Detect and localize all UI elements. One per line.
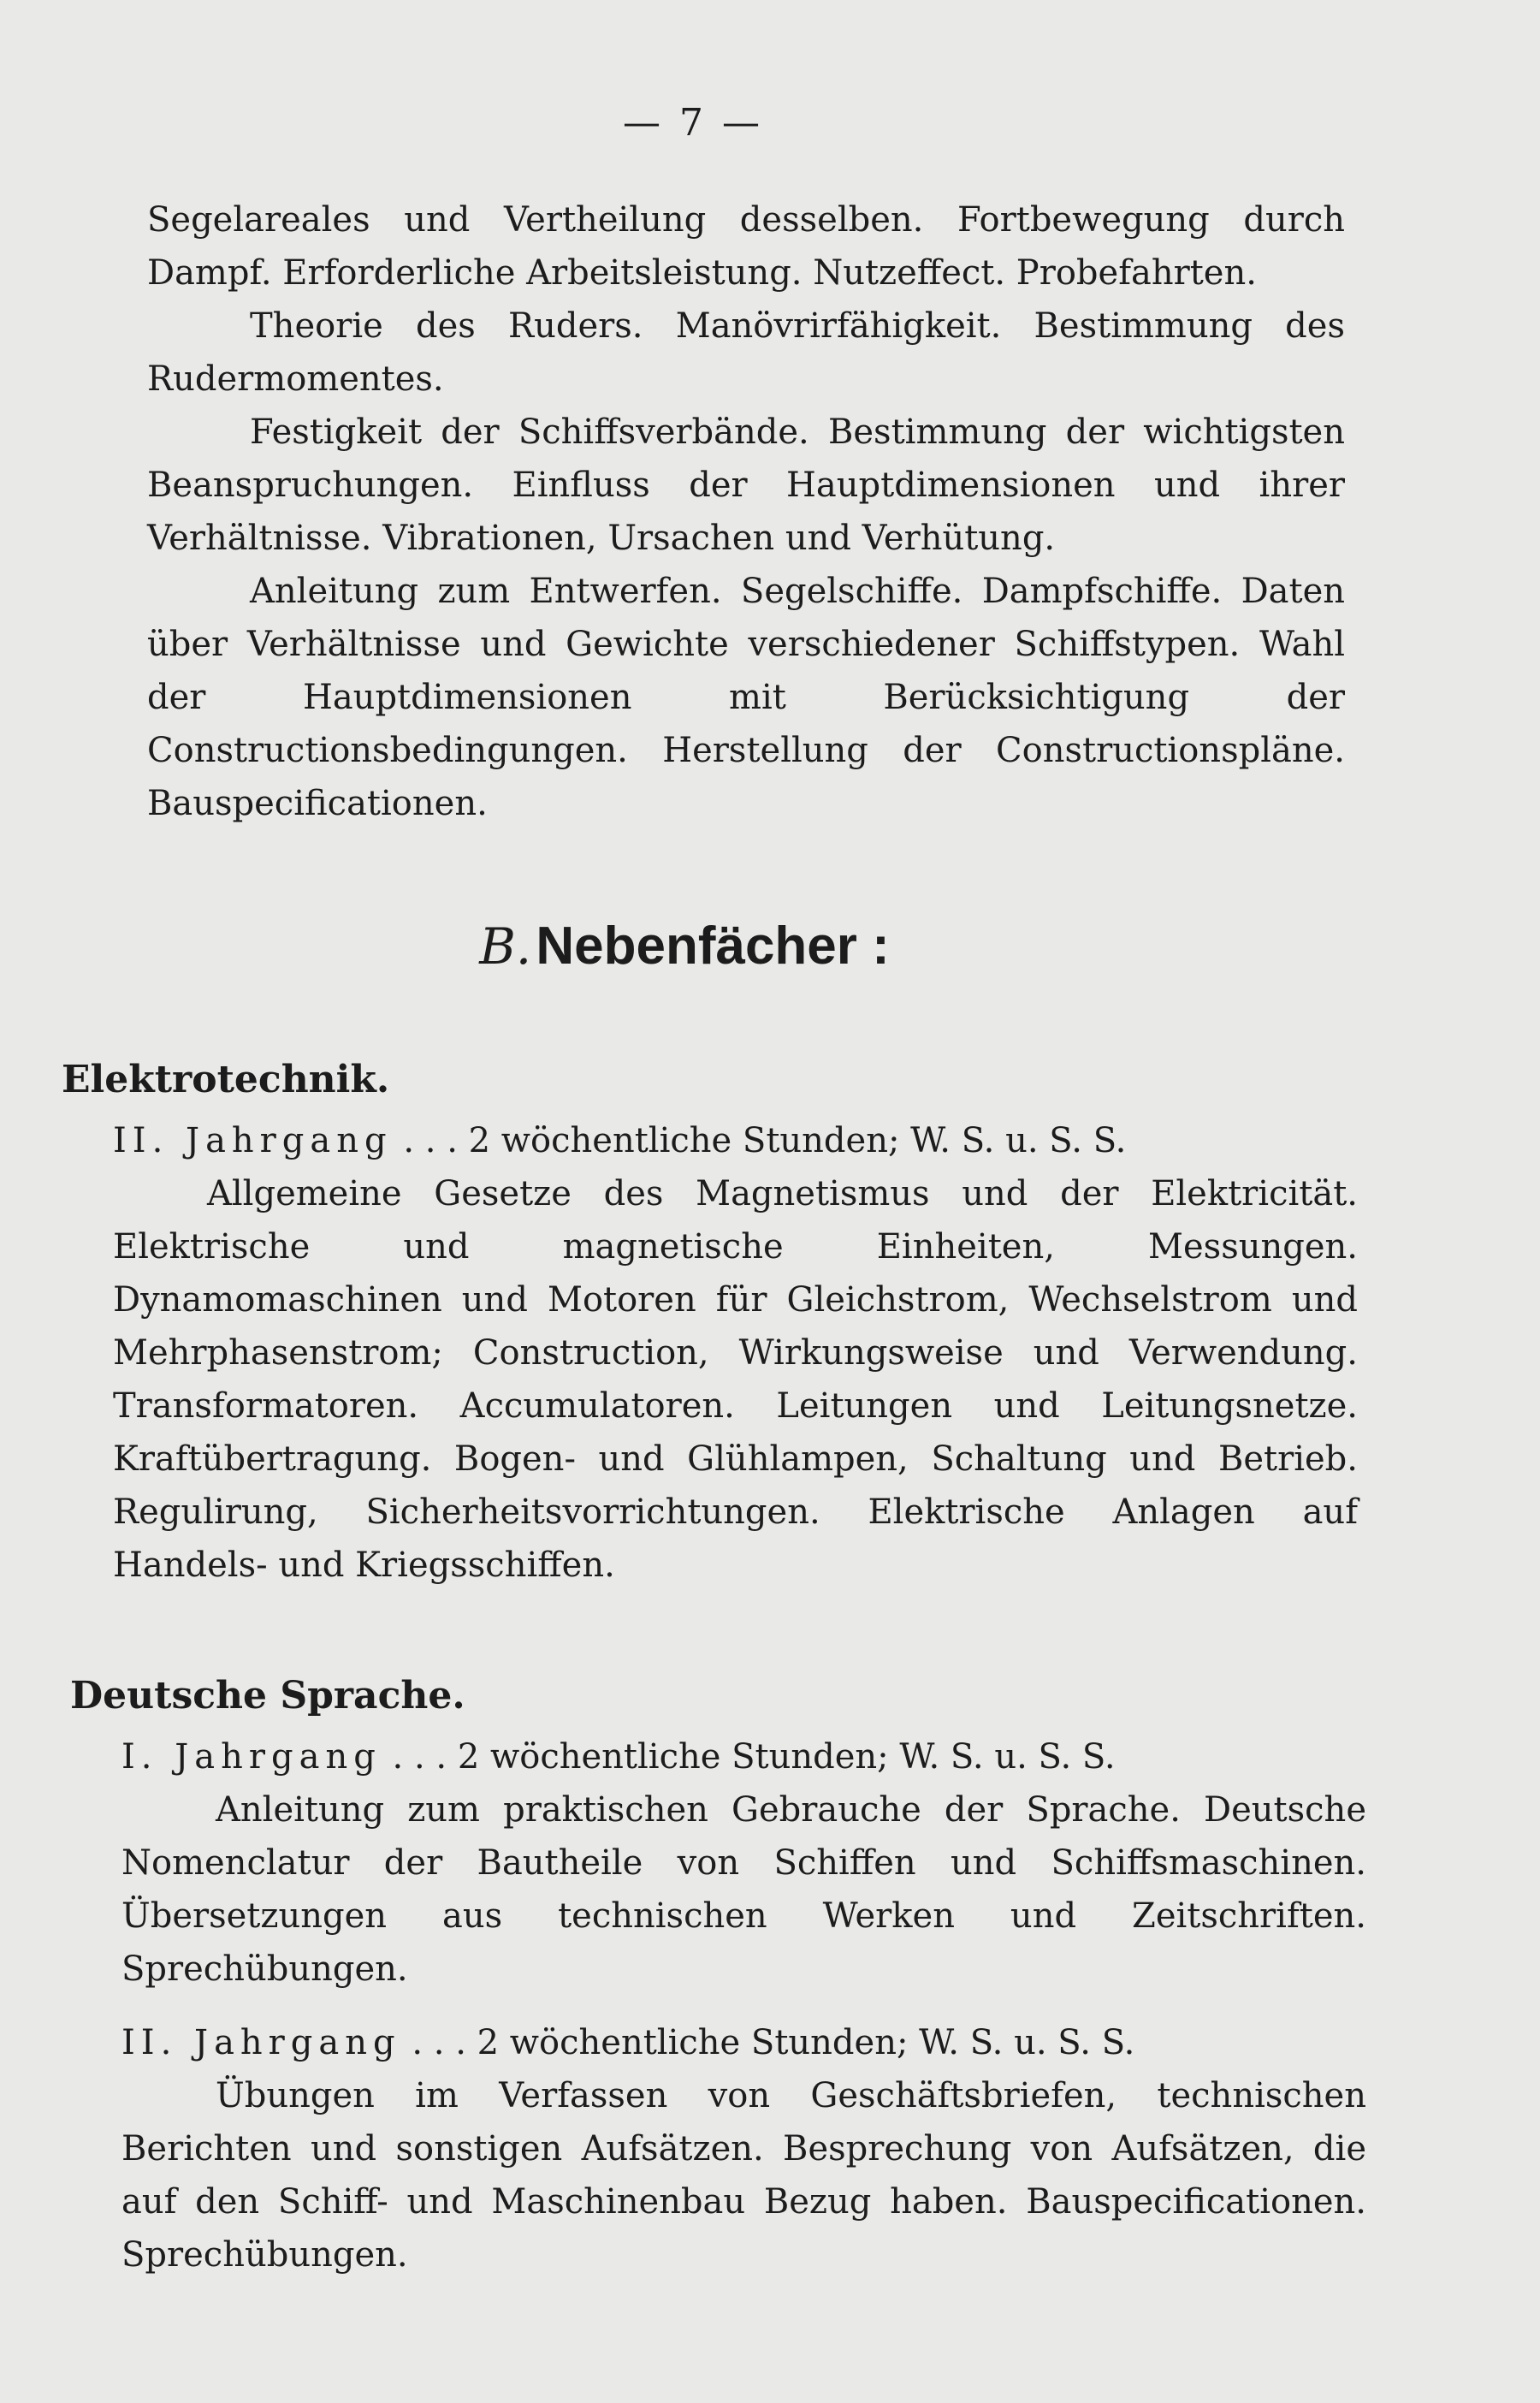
j1-label: I. Jahrgang <box>121 1737 382 1777</box>
deutsche-sprache-block <box>121 1730 1366 2281</box>
section-b-letter: B. <box>479 917 532 976</box>
elektrotechnik-jahrgang <box>113 1114 1358 1167</box>
heading-elektrotechnik: Elektrotechnik. <box>62 1058 390 1101</box>
deutsche-j1-jahrgang <box>121 1730 1366 1783</box>
heading-deutsche-sprache: Deutsche Sprache. <box>70 1674 465 1718</box>
section-b-title: Nebenfächer : <box>536 917 890 976</box>
deutsche-j2-text: Übungen im Verfassen von Geschäftsbriefen, technischen Berichten und sonstigen Aufsätzen. Besprechung von Aufsätzen, die auf den Schiff- und Maschinenbau Bezug haben. Bauspecificationen. Sprechübungen. <box>121 2076 1366 2275</box>
paragraph-segelareal: Segelareales und Vertheilung desselben. Fortbewegung durch Dampf. Erforderliche Arbeitsleistung. Nutzeffect. Probefahrten. <box>147 200 1345 293</box>
j1-hours: . . . 2 wöchentliche Stunden; W. S. u. S. S. <box>381 1737 1116 1777</box>
elektrotechnik-text: Allgemeine Gesetze des Magnetismus und der Elektricität. Elektrische und magnetische Einheiten, Messungen. Dynamomaschinen und Motoren für Gleichstrom, Wechselstrom und Mehrphasenstrom; Construction, Wirkungsweise und Verwendung. Transformatoren. Accumulatoren. Leitungen und Leitungsnetze. Kraftübertragung. Bogen- und Glühlampen, Schaltung und Betrieb. Regulirung, Sicherheitsvorrichtungen. Elektrische Anlagen auf Handels- und Kriegsschiffen. <box>113 1174 1358 1585</box>
section-b-heading <box>0 912 1369 994</box>
deutsche-j1-text: Anleitung zum praktischen Gebrauche der Sprache. Deutsche Nomenclatur der Bautheile von Schiffen und Schiffsmaschinen. Übersetzungen aus technischen Werken und Zeitschriften. Sprechübungen. <box>121 1790 1366 1989</box>
deutsche-j2-jahrgang <box>121 2016 1366 2069</box>
jahrgang-label: II. Jahrgang <box>113 1121 393 1160</box>
top-text-block <box>147 193 1345 830</box>
paragraph-ruder: Theorie des Ruders. Manövrirfähigkeit. Bestimmung des Rudermomentes. <box>147 306 1345 399</box>
page-number: — 7 — <box>623 101 763 145</box>
elektrotechnik-block <box>113 1114 1358 1592</box>
jahrgang-hours: . . . 2 wöchentliche Stunden; W. S. u. S. S. <box>392 1121 1127 1160</box>
j2-label: II. Jahrgang <box>121 2023 401 2062</box>
paragraph-entwerfen: Anleitung zum Entwerfen. Segelschiffe. Dampfschiffe. Daten über Verhältnisse und Gewichte verschiedener Schiffstypen. Wahl der Hauptdimensionen mit Berücksichtigung der Constructionsbedingungen. Herstellung der Constructionspläne. Bauspecificationen. <box>147 572 1345 823</box>
paragraph-festigkeit: Festigkeit der Schiffsverbände. Bestimmung der wichtigsten Beanspruchungen. Einfluss der Hauptdimensionen und ihrer Verhältnisse. Vibrationen, Ursachen und Verhütung. <box>147 412 1345 558</box>
j2-hours: . . . 2 wöchentliche Stunden; W. S. u. S. S. <box>400 2023 1135 2062</box>
